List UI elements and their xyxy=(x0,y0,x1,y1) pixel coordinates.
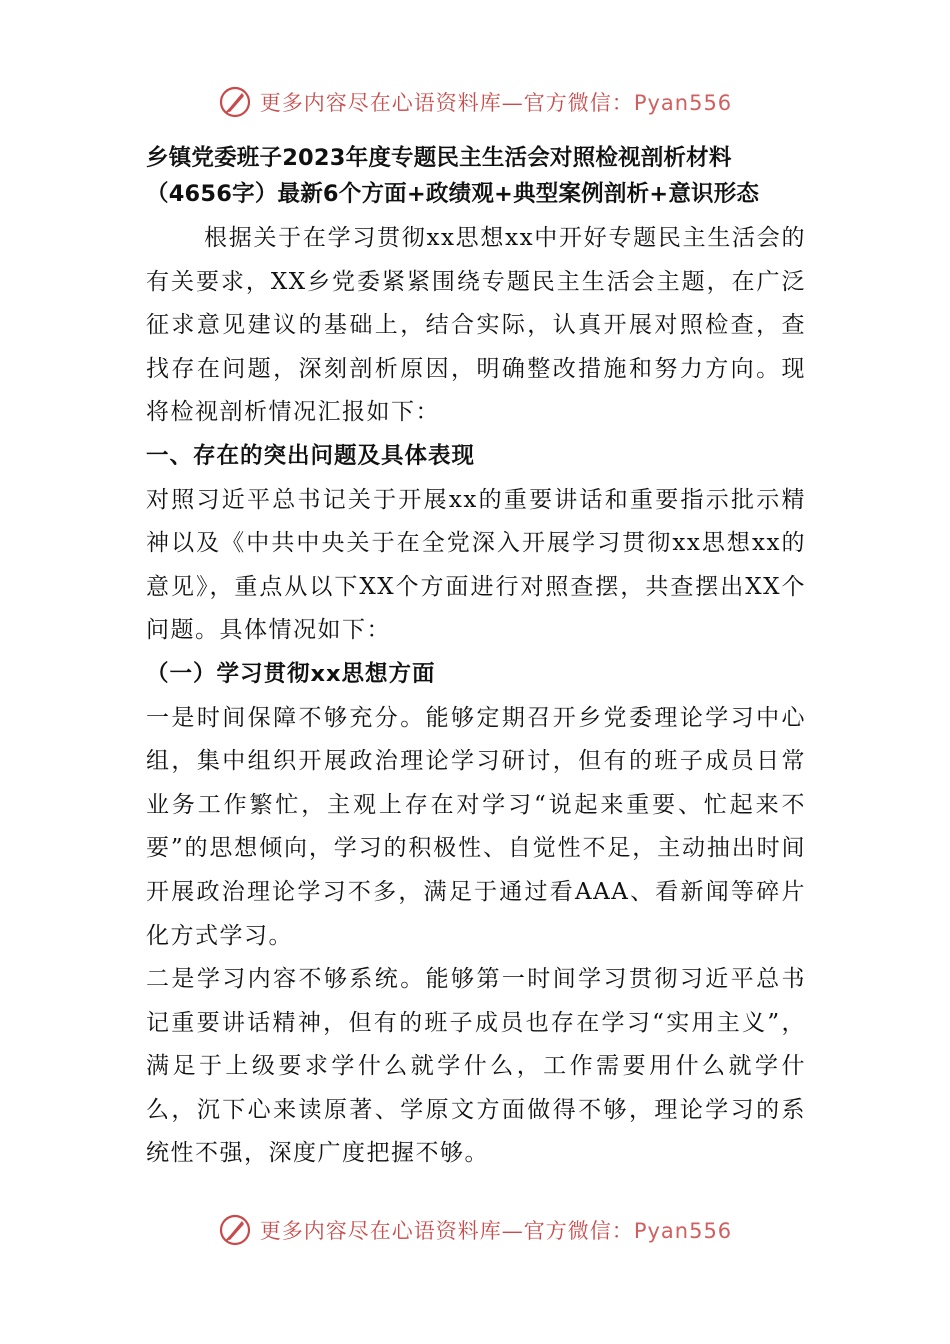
point2-paragraph: 二是学习内容不够系统。能够第一时间学习贯彻习近平总书记重要讲话精神，但有的班子成员也存在学习“实用主义”，满足于上级要求学什么就学什么，工作需要用什么就学什么，沉下心来读原著、学原文方面做得不够，理论学习的系统性不强，深度广度把握不够。 xyxy=(146,966,806,1167)
watermark-text: 更多内容尽在心语资料库—官方微信：Pyan556 xyxy=(259,1219,733,1243)
subsection1-heading: （一）学习贯彻xx思想方面 xyxy=(146,660,436,687)
watermark-footer xyxy=(0,1210,950,1250)
watermark-wechat-id: Pyan556 xyxy=(633,91,733,115)
quill-logo-icon xyxy=(218,85,252,119)
watermark-text: 更多内容尽在心语资料库—官方微信：Pyan556 xyxy=(259,91,733,115)
section1-paragraph: 对照习近平总书记关于开展xx的重要讲话和重要指示批示精神以及《中共中央关于在全党深入开展学习贯彻xx思想xx的意见》，重点从以下XX个方面进行对照查摆，共查摆出XX个问题。具体情况如下： xyxy=(146,486,806,644)
document-title-line1: 乡镇党委班子2023年度专题民主生活会对照检视剖析材料 xyxy=(146,145,732,171)
document-title-line2: （4656字）最新6个方面+政绩观+典型案例剖析+意识形态 xyxy=(146,181,760,207)
section1-heading: 一、存在的突出问题及具体表现 xyxy=(146,442,476,469)
point1-paragraph: 一是时间保障不够充分。能够定期召开乡党委理论学习中心组，集中组织开展政治理论学习研讨，但有的班子成员日常业务工作繁忙，主观上存在对学习“说起来重要、忙起来不要”的思想倾向，学习的积极性、自觉性不足，主动抽出时间开展政治理论学习不多，满足于通过看AAA、看新闻等碎片化方式学习。 xyxy=(146,704,806,949)
watermark-header xyxy=(0,82,950,122)
watermark-wechat-id: Pyan556 xyxy=(633,1219,733,1243)
intro-paragraph: 根据关于在学习贯彻xx思想xx中开好专题民主生活会的有关要求，XX乡党委紧紧围绕专题民主生活会主题，在广泛征求意见建议的基础上，结合实际，认真开展对照检查，查找存在问题，深刻剖析原因，明确整改措施和努力方向。现将检视剖析情况汇报如下： xyxy=(146,225,806,426)
quill-logo-icon xyxy=(218,1213,252,1247)
document-body xyxy=(146,140,806,1176)
